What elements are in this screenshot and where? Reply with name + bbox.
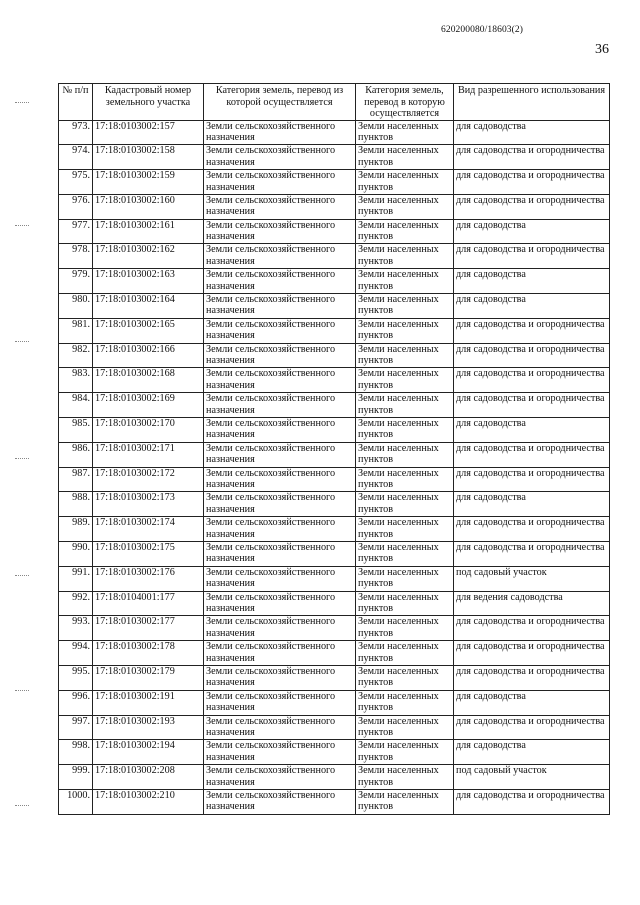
cadastral-number: 17:18:0103002:171 (93, 442, 204, 467)
table-row (59, 194, 610, 219)
row-number: 980. (59, 294, 93, 319)
cadastral-number: 17:18:0103002:210 (93, 790, 204, 815)
category-to: Земли населенных пунктов (356, 467, 454, 492)
permitted-use: для садоводства и огородничества (454, 641, 610, 666)
margin-mark (15, 341, 29, 344)
table-row (59, 616, 610, 641)
row-number: 991. (59, 566, 93, 591)
category-from: Земли сельскохозяйственного назначения (204, 690, 356, 715)
table-row (59, 368, 610, 393)
permitted-use: для садоводства и огородничества (454, 616, 610, 641)
category-to: Земли населенных пунктов (356, 294, 454, 319)
table-row (59, 666, 610, 691)
table-header-row (59, 84, 610, 121)
row-number: 989. (59, 517, 93, 542)
cadastral-number: 17:18:0103002:161 (93, 219, 204, 244)
category-from: Земли сельскохозяйственного назначения (204, 368, 356, 393)
cadastral-number: 17:18:0103002:164 (93, 294, 204, 319)
table-row (59, 740, 610, 765)
category-from: Земли сельскохозяйственного назначения (204, 765, 356, 790)
cadastral-number: 17:18:0103002:193 (93, 715, 204, 740)
header-cadastral: Кадастровый номер земельного участка (93, 84, 204, 121)
category-from: Земли сельскохозяйственного назначения (204, 269, 356, 294)
permitted-use: для садоводства и огородничества (454, 442, 610, 467)
table-row (59, 244, 610, 269)
cadastral-number: 17:18:0103002:160 (93, 194, 204, 219)
permitted-use: для садоводства и огородничества (454, 145, 610, 170)
category-to: Земли населенных пунктов (356, 492, 454, 517)
row-number: 988. (59, 492, 93, 517)
category-from: Земли сельскохозяйственного назначения (204, 244, 356, 269)
cadastral-number: 17:18:0103002:162 (93, 244, 204, 269)
permitted-use: под садовый участок (454, 566, 610, 591)
category-from: Земли сельскохозяйственного назначения (204, 343, 356, 368)
row-number: 982. (59, 343, 93, 368)
category-from: Земли сельскохозяйственного назначения (204, 194, 356, 219)
cadastral-number: 17:18:0103002:194 (93, 740, 204, 765)
category-to: Земли населенных пунктов (356, 566, 454, 591)
permitted-use: для ведения садоводства (454, 591, 610, 616)
row-number: 981. (59, 318, 93, 343)
category-from: Земли сельскохозяйственного назначения (204, 467, 356, 492)
category-from: Земли сельскохозяйственного назначения (204, 219, 356, 244)
permitted-use: для садоводства и огородничества (454, 368, 610, 393)
category-from: Земли сельскохозяйственного назначения (204, 318, 356, 343)
category-from: Земли сельскохозяйственного назначения (204, 666, 356, 691)
category-to: Земли населенных пунктов (356, 690, 454, 715)
header-category-from: Категория земель, перевод из которой осуществляется (204, 84, 356, 121)
permitted-use: для садоводства (454, 690, 610, 715)
cadastral-number: 17:18:0103002:169 (93, 393, 204, 418)
row-number: 997. (59, 715, 93, 740)
category-to: Земли населенных пунктов (356, 194, 454, 219)
row-number: 1000. (59, 790, 93, 815)
table-row (59, 566, 610, 591)
category-from: Земли сельскохозяйственного назначения (204, 145, 356, 170)
row-number: 979. (59, 269, 93, 294)
table-row (59, 690, 610, 715)
category-to: Земли населенных пунктов (356, 542, 454, 567)
category-from: Земли сельскохозяйственного назначения (204, 442, 356, 467)
category-from: Земли сельскохозяйственного назначения (204, 641, 356, 666)
cadastral-number: 17:18:0103002:163 (93, 269, 204, 294)
header-permitted-use: Вид разрешенного использования (454, 84, 610, 121)
row-number: 996. (59, 690, 93, 715)
table-row (59, 294, 610, 319)
permitted-use: для садоводства и огородничества (454, 393, 610, 418)
table-row (59, 343, 610, 368)
category-to: Земли населенных пунктов (356, 318, 454, 343)
margin-mark (15, 690, 29, 693)
permitted-use: для садоводства (454, 294, 610, 319)
category-to: Земли населенных пунктов (356, 715, 454, 740)
category-to: Земли населенных пунктов (356, 641, 454, 666)
category-to: Земли населенных пунктов (356, 765, 454, 790)
row-number: 985. (59, 418, 93, 443)
permitted-use: для садоводства (454, 492, 610, 517)
category-to: Земли населенных пунктов (356, 442, 454, 467)
margin-mark (15, 805, 29, 808)
table-row (59, 467, 610, 492)
permitted-use: для садоводства и огородничества (454, 790, 610, 815)
table-row (59, 641, 610, 666)
margin-mark (15, 458, 29, 461)
cadastral-number: 17:18:0103002:170 (93, 418, 204, 443)
category-from: Земли сельскохозяйственного назначения (204, 566, 356, 591)
table-row (59, 219, 610, 244)
category-to: Земли населенных пунктов (356, 616, 454, 641)
category-from: Земли сельскохозяйственного назначения (204, 170, 356, 195)
cadastral-number: 17:18:0103002:176 (93, 566, 204, 591)
row-number: 977. (59, 219, 93, 244)
table-row (59, 318, 610, 343)
permitted-use: для садоводства (454, 740, 610, 765)
cadastral-number: 17:18:0103002:172 (93, 467, 204, 492)
category-to: Земли населенных пунктов (356, 517, 454, 542)
permitted-use: для садоводства и огородничества (454, 542, 610, 567)
permitted-use: для садоводства и огородничества (454, 467, 610, 492)
permitted-use: для садоводства и огородничества (454, 666, 610, 691)
row-number: 974. (59, 145, 93, 170)
category-from: Земли сельскохозяйственного назначения (204, 616, 356, 641)
table-row (59, 765, 610, 790)
cadastral-number: 17:18:0103002:173 (93, 492, 204, 517)
category-from: Земли сельскохозяйственного назначения (204, 517, 356, 542)
table-row (59, 517, 610, 542)
cadastral-number: 17:18:0104001:177 (93, 591, 204, 616)
permitted-use: для садоводства (454, 418, 610, 443)
land-plots-table (58, 83, 610, 815)
category-to: Земли населенных пунктов (356, 790, 454, 815)
row-number: 994. (59, 641, 93, 666)
permitted-use: для садоводства и огородничества (454, 244, 610, 269)
permitted-use: для садоводства (454, 269, 610, 294)
cadastral-number: 17:18:0103002:179 (93, 666, 204, 691)
row-number: 975. (59, 170, 93, 195)
row-number: 995. (59, 666, 93, 691)
category-from: Земли сельскохозяйственного назначения (204, 715, 356, 740)
permitted-use: для садоводства (454, 120, 610, 145)
category-from: Земли сельскохозяйственного назначения (204, 591, 356, 616)
category-from: Земли сельскохозяйственного назначения (204, 393, 356, 418)
category-from: Земли сельскохозяйственного назначения (204, 740, 356, 765)
category-to: Земли населенных пунктов (356, 120, 454, 145)
row-number: 990. (59, 542, 93, 567)
category-to: Земли населенных пунктов (356, 269, 454, 294)
row-number: 978. (59, 244, 93, 269)
category-from: Земли сельскохозяйственного назначения (204, 120, 356, 145)
row-number: 973. (59, 120, 93, 145)
permitted-use: под садовый участок (454, 765, 610, 790)
row-number: 987. (59, 467, 93, 492)
header-category-to: Категория земель, перевод в которую осуществляется (356, 84, 454, 121)
cadastral-number: 17:18:0103002:165 (93, 318, 204, 343)
row-number: 983. (59, 368, 93, 393)
cadastral-number: 17:18:0103002:168 (93, 368, 204, 393)
permitted-use: для садоводства и огородничества (454, 318, 610, 343)
header-num: № п/п (59, 84, 93, 121)
table-row (59, 542, 610, 567)
row-number: 986. (59, 442, 93, 467)
category-to: Земли населенных пунктов (356, 145, 454, 170)
cadastral-number: 17:18:0103002:178 (93, 641, 204, 666)
cadastral-number: 17:18:0103002:177 (93, 616, 204, 641)
table-row (59, 170, 610, 195)
category-from: Земли сельскохозяйственного назначения (204, 492, 356, 517)
table-row (59, 120, 610, 145)
category-from: Земли сельскохозяйственного назначения (204, 294, 356, 319)
cadastral-number: 17:18:0103002:158 (93, 145, 204, 170)
margin-mark (15, 102, 29, 105)
cadastral-number: 17:18:0103002:157 (93, 120, 204, 145)
table-row (59, 145, 610, 170)
permitted-use: для садоводства и огородничества (454, 343, 610, 368)
cadastral-number: 17:18:0103002:174 (93, 517, 204, 542)
row-number: 993. (59, 616, 93, 641)
cadastral-number: 17:18:0103002:208 (93, 765, 204, 790)
row-number: 998. (59, 740, 93, 765)
document-id: 620200080/18603(2) (441, 25, 524, 35)
table-row (59, 269, 610, 294)
category-from: Земли сельскохозяйственного назначения (204, 542, 356, 567)
cadastral-number: 17:18:0103002:159 (93, 170, 204, 195)
row-number: 999. (59, 765, 93, 790)
category-to: Земли населенных пунктов (356, 170, 454, 195)
table-row (59, 492, 610, 517)
table-row (59, 393, 610, 418)
table-row (59, 418, 610, 443)
cadastral-number: 17:18:0103002:191 (93, 690, 204, 715)
category-to: Земли населенных пунктов (356, 219, 454, 244)
permitted-use: для садоводства и огородничества (454, 194, 610, 219)
permitted-use: для садоводства и огородничества (454, 715, 610, 740)
category-to: Земли населенных пунктов (356, 393, 454, 418)
page-number: 36 (595, 42, 609, 57)
category-from: Земли сельскохозяйственного назначения (204, 418, 356, 443)
permitted-use: для садоводства и огородничества (454, 170, 610, 195)
category-from: Земли сельскохозяйственного назначения (204, 790, 356, 815)
category-to: Земли населенных пунктов (356, 418, 454, 443)
margin-mark (15, 575, 29, 578)
permitted-use: для садоводства (454, 219, 610, 244)
margin-mark (15, 225, 29, 228)
table-row (59, 591, 610, 616)
category-to: Земли населенных пунктов (356, 368, 454, 393)
category-to: Земли населенных пунктов (356, 591, 454, 616)
row-number: 984. (59, 393, 93, 418)
row-number: 976. (59, 194, 93, 219)
category-to: Земли населенных пунктов (356, 666, 454, 691)
table-row (59, 790, 610, 815)
cadastral-number: 17:18:0103002:166 (93, 343, 204, 368)
cadastral-number: 17:18:0103002:175 (93, 542, 204, 567)
category-to: Земли населенных пунктов (356, 343, 454, 368)
category-to: Земли населенных пунктов (356, 740, 454, 765)
table-row (59, 715, 610, 740)
permitted-use: для садоводства и огородничества (454, 517, 610, 542)
table-body (59, 120, 610, 814)
category-to: Земли населенных пунктов (356, 244, 454, 269)
row-number: 992. (59, 591, 93, 616)
table-row (59, 442, 610, 467)
